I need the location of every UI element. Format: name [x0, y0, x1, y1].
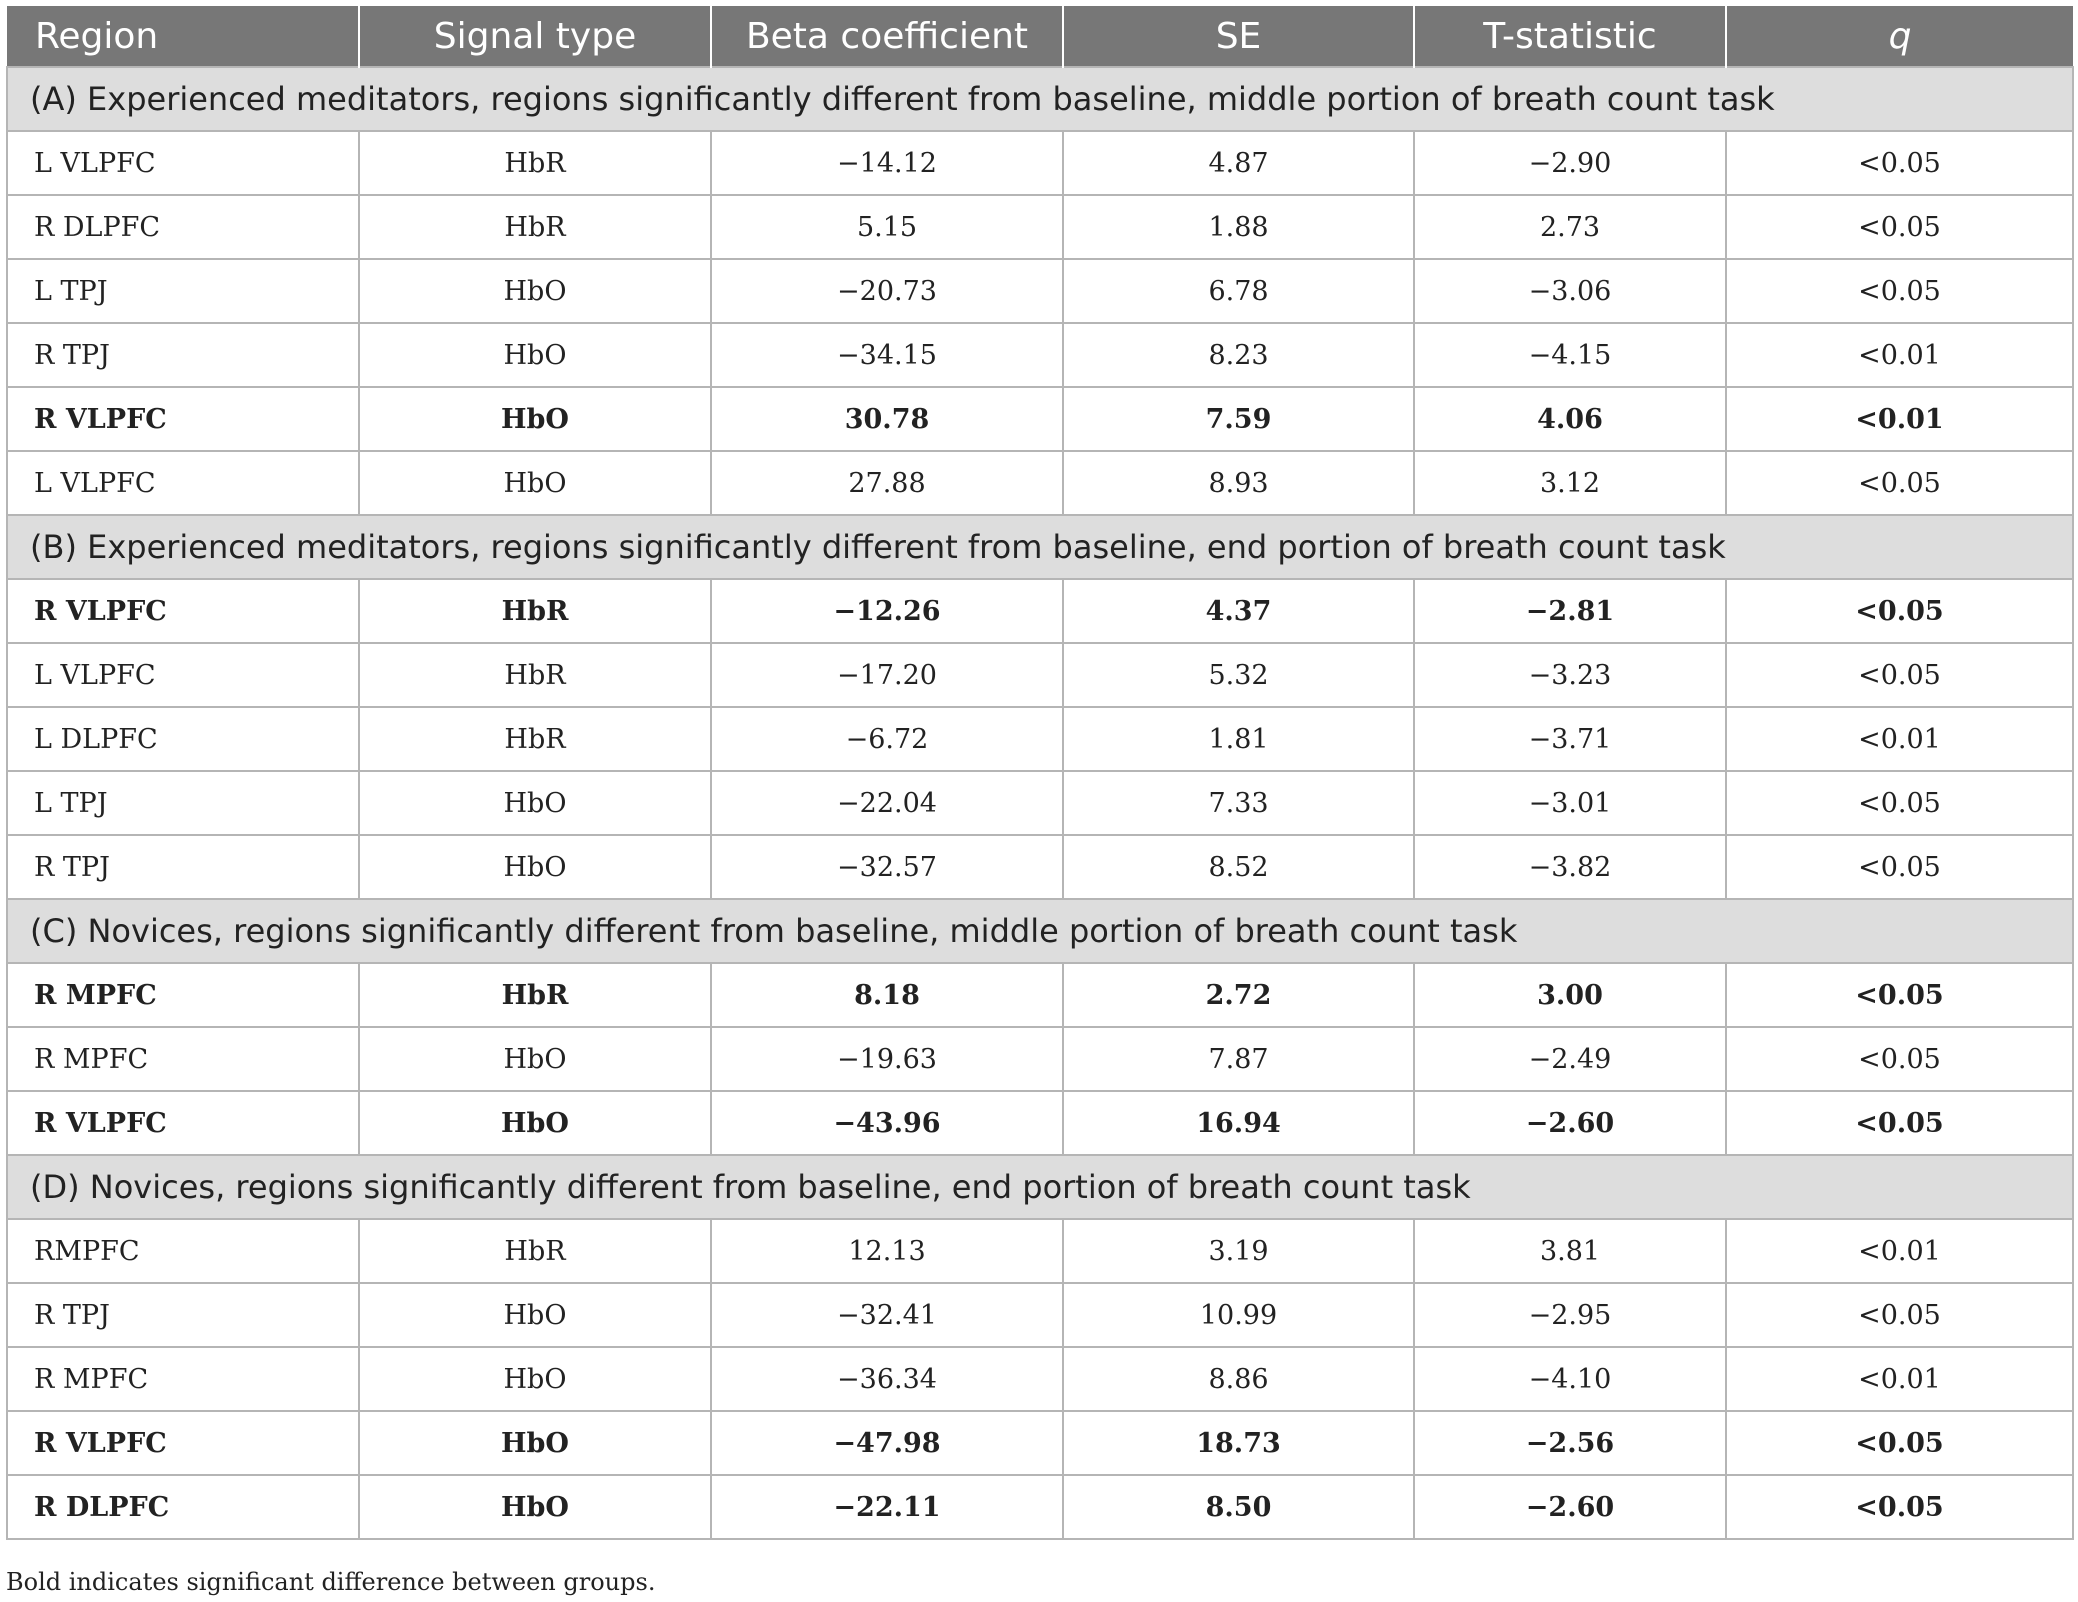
beta-cell: 27.88	[711, 451, 1063, 515]
se-cell: 7.59	[1063, 387, 1414, 451]
signal-type-cell: HbR	[359, 1219, 711, 1283]
table-row	[7, 387, 2073, 451]
table-row	[7, 643, 2073, 707]
section-header-row	[7, 515, 2073, 579]
header-row	[7, 6, 2073, 67]
signal-type-cell: HbO	[359, 259, 711, 323]
se-cell: 7.87	[1063, 1027, 1414, 1091]
signal-type-cell: HbO	[359, 1475, 711, 1539]
beta-cell: 30.78	[711, 387, 1063, 451]
table-header	[7, 6, 2073, 67]
table-row	[7, 1347, 2073, 1411]
region-cell: R MPFC	[7, 1027, 359, 1091]
table-row	[7, 195, 2073, 259]
beta-cell: 5.15	[711, 195, 1063, 259]
t-statistic-cell: −3.23	[1414, 643, 1726, 707]
region-cell: R DLPFC	[7, 195, 359, 259]
table-row	[7, 1091, 2073, 1155]
region-cell: R VLPFC	[7, 1091, 359, 1155]
beta-cell: −22.11	[711, 1475, 1063, 1539]
se-cell: 4.87	[1063, 131, 1414, 195]
t-statistic-cell: −2.60	[1414, 1091, 1726, 1155]
table-row	[7, 131, 2073, 195]
t-statistic-cell: −3.82	[1414, 835, 1726, 899]
section-title: (C) Novices, regions significantly different from baseline, middle portion of breath count task	[7, 899, 2073, 963]
se-cell: 18.73	[1063, 1411, 1414, 1475]
t-statistic-cell: 2.73	[1414, 195, 1726, 259]
section-header-row	[7, 67, 2073, 131]
header-signal-type: Signal type	[359, 6, 711, 67]
header-se: SE	[1063, 6, 1414, 67]
se-cell: 8.50	[1063, 1475, 1414, 1539]
q-cell: <0.05	[1726, 1091, 2073, 1155]
beta-cell: −19.63	[711, 1027, 1063, 1091]
results-table	[6, 6, 2074, 1540]
signal-type-cell: HbR	[359, 963, 711, 1027]
section-header-row	[7, 899, 2073, 963]
beta-cell: 8.18	[711, 963, 1063, 1027]
region-cell: RMPFC	[7, 1219, 359, 1283]
table-body	[7, 67, 2073, 1539]
region-cell: L DLPFC	[7, 707, 359, 771]
q-cell: <0.05	[1726, 1475, 2073, 1539]
table-row	[7, 707, 2073, 771]
t-statistic-cell: −2.49	[1414, 1027, 1726, 1091]
region-cell: R TPJ	[7, 835, 359, 899]
table-footnote: Bold indicates significant difference between groups.	[6, 1568, 656, 1596]
header-t-statistic: T-statistic	[1414, 6, 1726, 67]
q-cell: <0.05	[1726, 259, 2073, 323]
table-row	[7, 579, 2073, 643]
se-cell: 10.99	[1063, 1283, 1414, 1347]
t-statistic-cell: −3.01	[1414, 771, 1726, 835]
beta-cell: −47.98	[711, 1411, 1063, 1475]
beta-cell: −6.72	[711, 707, 1063, 771]
table-row	[7, 1027, 2073, 1091]
t-statistic-cell: −4.15	[1414, 323, 1726, 387]
beta-cell: −22.04	[711, 771, 1063, 835]
table-row	[7, 1475, 2073, 1539]
region-cell: R MPFC	[7, 963, 359, 1027]
se-cell: 8.93	[1063, 451, 1414, 515]
se-cell: 6.78	[1063, 259, 1414, 323]
t-statistic-cell: −2.56	[1414, 1411, 1726, 1475]
beta-cell: −36.34	[711, 1347, 1063, 1411]
beta-cell: 12.13	[711, 1219, 1063, 1283]
se-cell: 1.81	[1063, 707, 1414, 771]
q-cell: <0.05	[1726, 771, 2073, 835]
table-row	[7, 1219, 2073, 1283]
se-cell: 8.23	[1063, 323, 1414, 387]
t-statistic-cell: −2.95	[1414, 1283, 1726, 1347]
section-header-row	[7, 1155, 2073, 1219]
signal-type-cell: HbO	[359, 1347, 711, 1411]
se-cell: 4.37	[1063, 579, 1414, 643]
q-cell: <0.05	[1726, 963, 2073, 1027]
beta-cell: −17.20	[711, 643, 1063, 707]
signal-type-cell: HbR	[359, 579, 711, 643]
header-beta-coefficient: Beta coefficient	[711, 6, 1063, 67]
beta-cell: −14.12	[711, 131, 1063, 195]
region-cell: R TPJ	[7, 323, 359, 387]
table-row	[7, 323, 2073, 387]
signal-type-cell: HbR	[359, 707, 711, 771]
signal-type-cell: HbR	[359, 195, 711, 259]
results-table-container	[6, 6, 2072, 1540]
q-cell: <0.05	[1726, 451, 2073, 515]
se-cell: 16.94	[1063, 1091, 1414, 1155]
se-cell: 7.33	[1063, 771, 1414, 835]
section-title: (B) Experienced meditators, regions significantly different from baseline, end portion of breath count task	[7, 515, 2073, 579]
region-cell: L VLPFC	[7, 643, 359, 707]
q-cell: <0.01	[1726, 323, 2073, 387]
t-statistic-cell: 3.12	[1414, 451, 1726, 515]
region-cell: R VLPFC	[7, 579, 359, 643]
region-cell: L TPJ	[7, 259, 359, 323]
se-cell: 5.32	[1063, 643, 1414, 707]
region-cell: R VLPFC	[7, 1411, 359, 1475]
region-cell: R TPJ	[7, 1283, 359, 1347]
region-cell: L VLPFC	[7, 131, 359, 195]
signal-type-cell: HbO	[359, 1283, 711, 1347]
beta-cell: −43.96	[711, 1091, 1063, 1155]
signal-type-cell: HbR	[359, 131, 711, 195]
signal-type-cell: HbO	[359, 387, 711, 451]
q-cell: <0.05	[1726, 1411, 2073, 1475]
q-cell: <0.01	[1726, 707, 2073, 771]
table-row	[7, 451, 2073, 515]
t-statistic-cell: 3.81	[1414, 1219, 1726, 1283]
q-cell: <0.05	[1726, 1283, 2073, 1347]
t-statistic-cell: −4.10	[1414, 1347, 1726, 1411]
region-cell: L TPJ	[7, 771, 359, 835]
signal-type-cell: HbO	[359, 835, 711, 899]
t-statistic-cell: −2.60	[1414, 1475, 1726, 1539]
t-statistic-cell: −2.81	[1414, 579, 1726, 643]
q-cell: <0.05	[1726, 1027, 2073, 1091]
q-cell: <0.01	[1726, 387, 2073, 451]
signal-type-cell: HbR	[359, 643, 711, 707]
beta-cell: −32.57	[711, 835, 1063, 899]
region-cell: R VLPFC	[7, 387, 359, 451]
signal-type-cell: HbO	[359, 1027, 711, 1091]
t-statistic-cell: −2.90	[1414, 131, 1726, 195]
signal-type-cell: HbO	[359, 323, 711, 387]
signal-type-cell: HbO	[359, 771, 711, 835]
q-cell: <0.05	[1726, 195, 2073, 259]
header-region: Region	[7, 6, 359, 67]
signal-type-cell: HbO	[359, 1091, 711, 1155]
t-statistic-cell: 3.00	[1414, 963, 1726, 1027]
se-cell: 3.19	[1063, 1219, 1414, 1283]
q-cell: <0.01	[1726, 1347, 2073, 1411]
section-title: (D) Novices, regions significantly different from baseline, end portion of breath count task	[7, 1155, 2073, 1219]
region-cell: L VLPFC	[7, 451, 359, 515]
section-title: (A) Experienced meditators, regions significantly different from baseline, middle portion of breath count task	[7, 67, 2073, 131]
q-cell: <0.05	[1726, 643, 2073, 707]
se-cell: 8.52	[1063, 835, 1414, 899]
t-statistic-cell: −3.71	[1414, 707, 1726, 771]
table-row	[7, 1283, 2073, 1347]
table-row	[7, 963, 2073, 1027]
q-cell: <0.05	[1726, 131, 2073, 195]
t-statistic-cell: −3.06	[1414, 259, 1726, 323]
beta-cell: −34.15	[711, 323, 1063, 387]
se-cell: 2.72	[1063, 963, 1414, 1027]
table-row	[7, 771, 2073, 835]
signal-type-cell: HbO	[359, 451, 711, 515]
region-cell: R DLPFC	[7, 1475, 359, 1539]
table-row	[7, 1411, 2073, 1475]
table-row	[7, 259, 2073, 323]
q-cell: <0.01	[1726, 1219, 2073, 1283]
header-q: q	[1726, 6, 2073, 67]
se-cell: 8.86	[1063, 1347, 1414, 1411]
region-cell: R MPFC	[7, 1347, 359, 1411]
beta-cell: −12.26	[711, 579, 1063, 643]
signal-type-cell: HbO	[359, 1411, 711, 1475]
se-cell: 1.88	[1063, 195, 1414, 259]
t-statistic-cell: 4.06	[1414, 387, 1726, 451]
beta-cell: −32.41	[711, 1283, 1063, 1347]
q-cell: <0.05	[1726, 835, 2073, 899]
q-cell: <0.05	[1726, 579, 2073, 643]
beta-cell: −20.73	[711, 259, 1063, 323]
table-row	[7, 835, 2073, 899]
